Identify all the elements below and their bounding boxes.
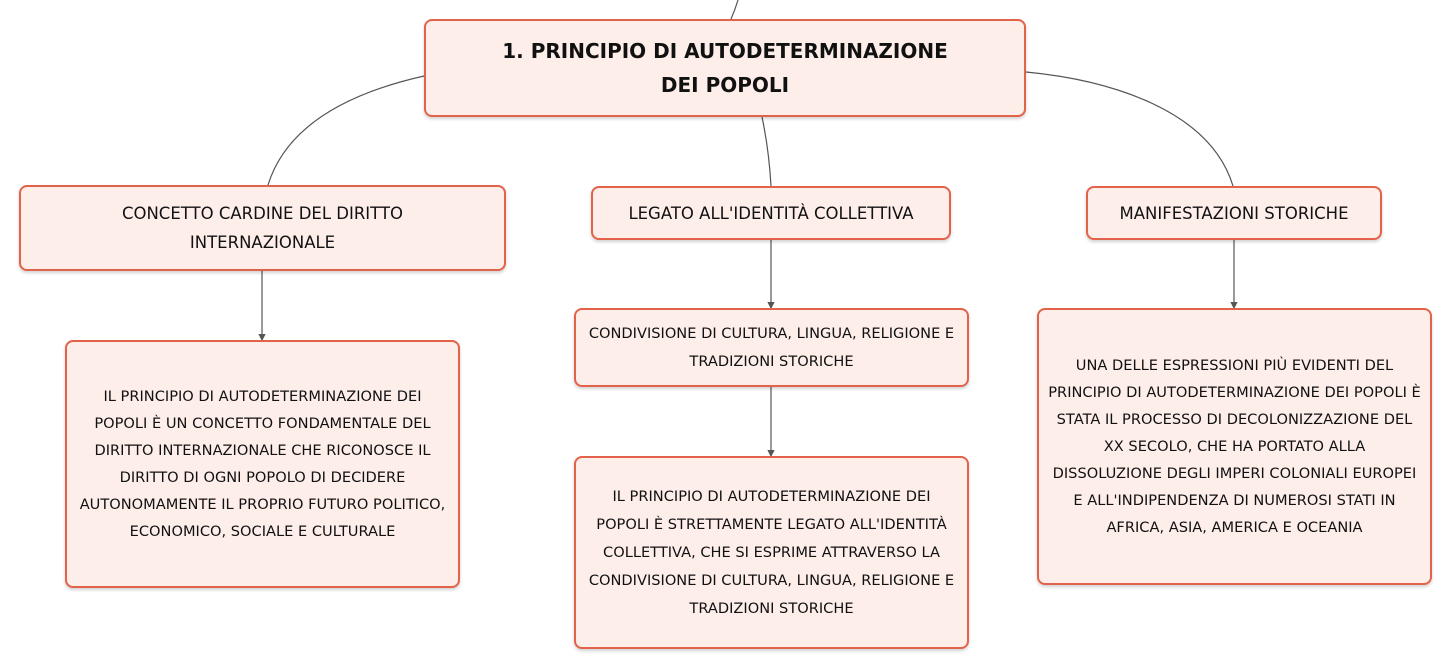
connector-root-to-manifest	[1026, 72, 1233, 186]
branch-label: CONCETTO CARDINE DEL DIRITTO INTERNAZIONALE	[121, 204, 404, 252]
leaf-node-concetto-description[interactable]	[65, 340, 460, 588]
leaf-text: IL PRINCIPIO DI AUTODETERMINAZIONE DEI POPOLI È UN CONCETTO FONDAMENTALE DEL DIRITTO INTERNAZIONALE CHE RICONOSCE IL DIRITTO DI OGNI POPOLO DI DECIDERE AUTONOMAMENTE IL PROPRIO FUTURO POLITICO, ECONOMICO, SOCIALE E CULTURALE	[79, 388, 446, 540]
root-topic-title: 1. PRINCIPIO DI AUTODETERMINAZIONE DEI POPOLI	[502, 39, 948, 97]
branch-node-concetto-cardine[interactable]	[19, 185, 506, 271]
root-topic-node[interactable]	[424, 19, 1026, 117]
leaf-node-manifestazioni-description[interactable]	[1037, 308, 1432, 585]
leaf-node-condivisione[interactable]	[574, 308, 969, 387]
leaf-node-identita-description[interactable]	[574, 456, 969, 649]
branch-node-identita-collettiva[interactable]	[591, 186, 951, 240]
branch-label: MANIFESTAZIONI STORICHE	[1119, 203, 1349, 223]
connector-root-to-legato	[762, 117, 771, 186]
leaf-text: CONDIVISIONE DI CULTURA, LINGUA, RELIGIONE E TRADIZIONI STORICHE	[588, 324, 955, 370]
branch-label: LEGATO ALL'IDENTITÀ COLLETTIVA	[628, 203, 914, 223]
branch-node-manifestazioni-storiche[interactable]	[1086, 186, 1382, 240]
leaf-text: UNA DELLE ESPRESSIONI PIÙ EVIDENTI DEL PRINCIPIO DI AUTODETERMINAZIONE DEI POPOLI È STATA IL PROCESSO DI DECOLONIZZAZIONE DEL XX SECOLO, CHE HA PORTATO ALLA DISSOLUZIONE DEGLI IMPERI COLONIALI EUROPEI E ALL'INDIPENDENZA DI NUMEROSI STATI IN AFRICA, ASIA, AMERICA E OCEANIA	[1048, 357, 1421, 536]
connector-root-to-concetto	[268, 76, 424, 185]
leaf-text: IL PRINCIPIO DI AUTODETERMINAZIONE DEI POPOLI È STRETTAMENTE LEGATO ALL'IDENTITÀ COLLETTIVA, CHE SI ESPRIME ATTRAVERSO LA CONDIVISIONE DI CULTURA, LINGUA, RELIGIONE E TRADIZIONI STORICHE	[588, 487, 955, 617]
connector-parent-to-root	[731, 0, 738, 19]
